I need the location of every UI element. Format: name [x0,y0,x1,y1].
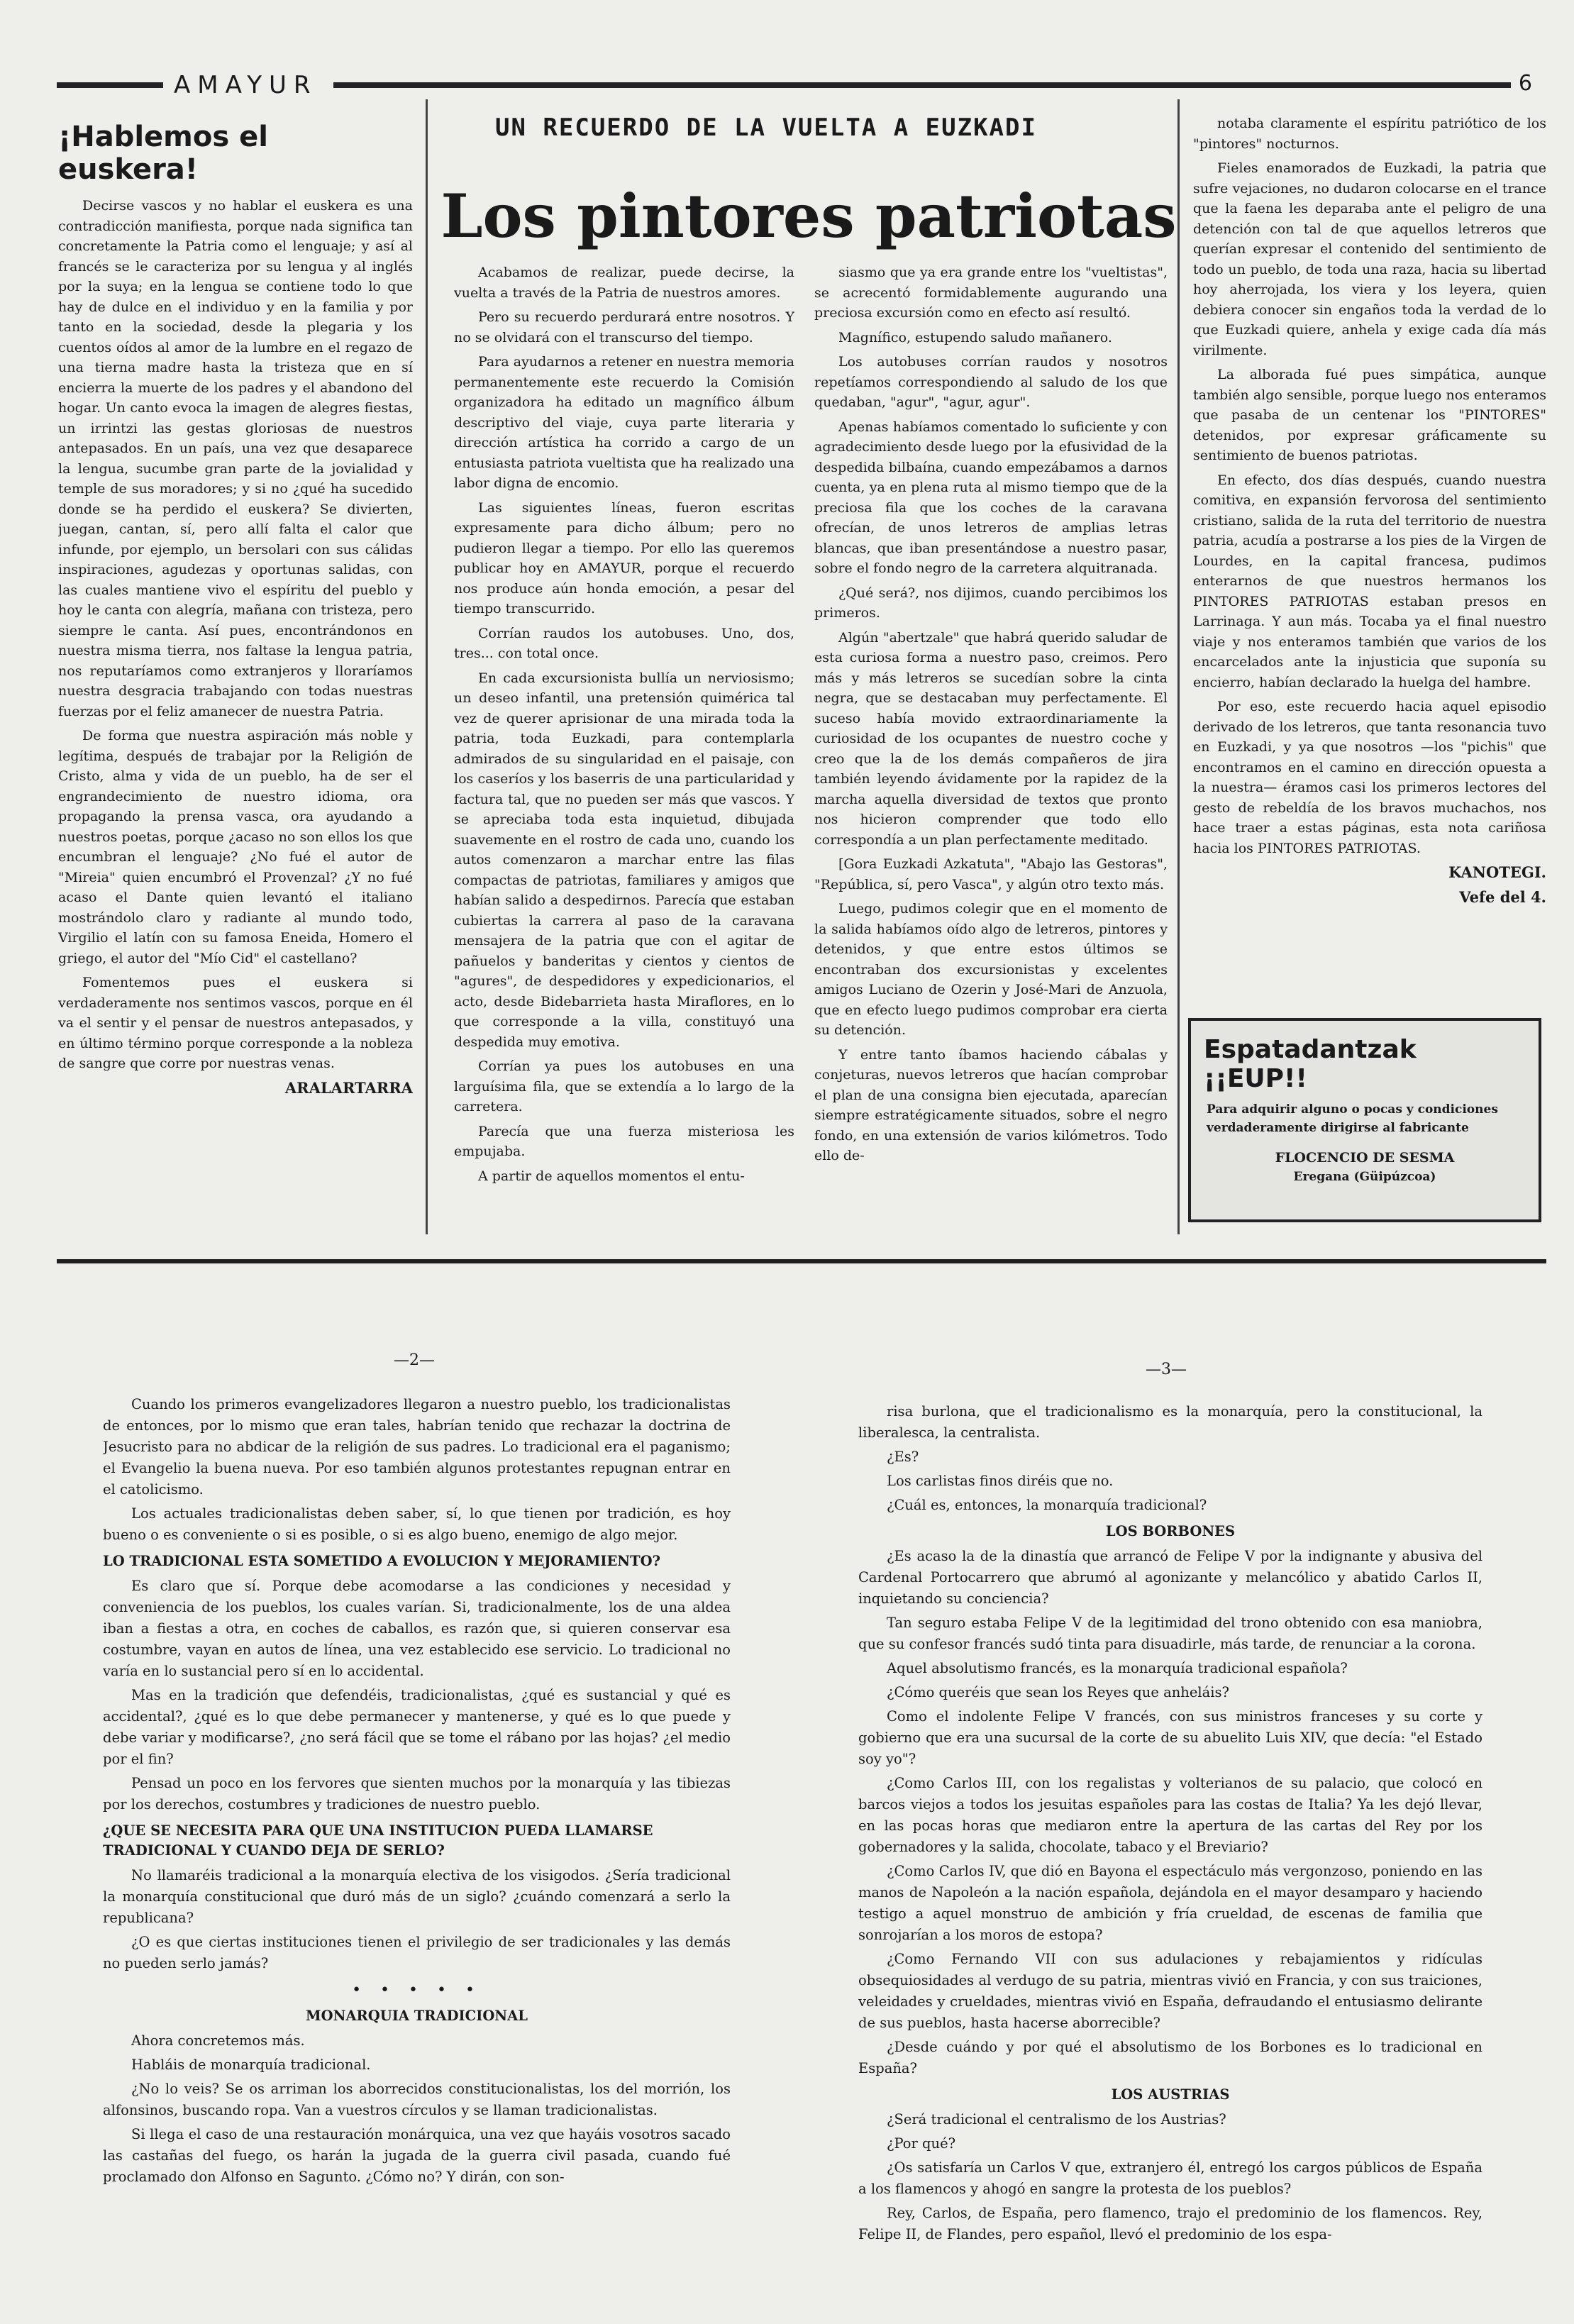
lower-right-column [858,1401,1482,2316]
masthead-page-number: 6 [1518,71,1532,96]
paragraph: No llamaréis tradicional a la monarquía electiva de los visigodos. ¿Sería tradicional la monarquía constitucional que duró más de un siglo? ¿cuándo comenzará a serlo la republicana? [103,1867,731,1926]
ad-manufacturer: FLOCENCIO DE SESMA [1275,1150,1455,1166]
paragraph: Los autobuses corrían raudos y nosotros repetíamos correspondiendo al saludo de los que quedaban, "agur", "agur, agur". [814,354,1168,410]
paragraph: ¿Cómo queréis que sean los Reyes que anheláis? [887,1684,1229,1700]
paragraph: Para ayudarnos a retener en nuestra memoria permanentemente este recuerdo la Comisión organizadora ha editado un magnífico álbum descriptivo del viaje, cuya parte literaria y dirección artística ha corrido a cargo de un entusiasta patriota vueltista que ha realizado una labor digna de encomio. [454,354,794,491]
paragraph: ¿Como Carlos III, con los regalistas y volterianos de su palacio, que colocó en barcos viejos a todos los jesuitas españoles para las costas de Italia? Ya les dejó llevar, en las pocas horas que mediaron entre la apertura de las cartas del Rey por los gobernadores y la salida, chocolate, tabaco y el Breviario? [858,1775,1482,1855]
paragraph: ¿O es que ciertas instituciones tienen el privilegio de ser tradicionales y las demás no pueden serlo jamás? [103,1934,731,1971]
paragraph: Luego, pudimos colegir que en el momento de la salida habíamos oído algo de letreros, pintores y detenidos, y que entre estos últimos se encontraban dos excursionistas y excelentes amigos Luciano de Ozerin y José-Mari de Anzuola, que en efecto luego pudimos comprobar era cierta su detención. [814,901,1168,1038]
ad-text: Para adquirir alguno o pocas y condiciones verdaderamente dirigirse al fabricante [1207,1102,1498,1135]
paragraph: Corrían raudos los autobuses. Uno, dos, tres... con total once. [454,625,794,661]
paragraph: risa burlona, que el tradicionalismo es la monarquía, pero la constitucional, la liberalesca, la centralista. [858,1403,1482,1441]
section-divider [57,1259,1546,1263]
masthead [57,71,1553,99]
paragraph: ¿Desde cuándo y por qué el absolutismo de los Borbones es lo tradicional en España? [858,2039,1482,2076]
paragraph: Fomentemos pues el euskera si verdaderamente nos sentimos vascos, porque en él va el sentir y el pensar de nuestros antepasados, y en último término porque corresponde a la nobleza de sangre que corre por nuestras venas. [58,975,413,1071]
section-heading: LOS AUSTRIAS [1111,2086,1230,2103]
paragraph: Aquel absolutismo francés, es la monarquía tradicional española? [887,1660,1348,1676]
paragraph: [Gora Euzkadi Azkatuta", "Abajo las Gestoras", "República, sí, pero Vasca", y algún otro texto más. [814,856,1168,892]
paragraph: Es claro que sí. Porque debe acomodarse a las condiciones y necesidad y conveniencia de los pueblos, los cuales varían. Si, tradicionalmente, los de una aldea iban a fiestas a otra, en coches de caballos, es razón que, si quieren conservar esa costumbre, vayan en autos de línea, una vez establecido ese servicio. Lo tradicional no varía en lo sustancial pero sí en lo accidental. [103,1578,731,1679]
lower-left-column [103,1394,731,2316]
section-heading: LOS BORBONES [1105,1523,1236,1539]
paragraph: siasmo que ya era grande entre los "vueltistas", se acrecentó formidablemente augurando una preciosa excursión como en efecto así resultó. [814,265,1168,321]
paragraph: Corrían ya pues los autobuses en una larguísima fila, que se extendía a lo largo de la carretera. [454,1058,794,1114]
right-column-signature: KANOTEGI. [1448,863,1546,881]
paragraph: Magnífico, estupendo saludo mañanero. [838,329,1112,345]
article-kicker: UN RECUERDO DE LA VUELTA A EUZKADI [495,114,1037,142]
paragraph: Parecía que una fuerza misteriosa les empujaba. [454,1123,794,1159]
paragraph: Habláis de monarquía tradicional. [131,2057,371,2073]
paragraph: ¿Será tradicional el centralismo de los Austrias? [887,2111,1226,2127]
lower-right-page-number: —3— [1146,1361,1187,1378]
column-divider [1177,99,1180,1234]
paragraph: Fieles enamorados de Euzkadi, la patria que sufre vejaciones, no dudaron colocarse en el trance que la faena les deparaba ante el peligro de una detención con tal de que aquellos letreros que querían expresar el contenido del sentimiento de todo un pueblo, de toda una raza, hacia su libertad hoy aherrojada, los viera y los leyera, quien debiera conocer sin engaños toda la verdad de lo que Euzkadi quiere, anhela y exige cada día más virilmente. [1193,160,1546,358]
paragraph: ¿Qué será?, nos dijimos, cuando percibimos los primeros. [814,585,1168,621]
paragraph: Los carlistas finos diréis que no. [887,1473,1114,1489]
paragraph: Cuando los primeros evangelizadores llegaron a nuestro pueblo, los tradicionalistas de entonces, por lo mismo que eran tales, habrían tenido que rechazar la doctrina de Jesucristo para no abdicar de la religión de sus padres. Lo tradicional era el paganismo; el Evangelio la buena nueva. Por eso también algunos protestantes repugnan entrar en el catolicismo. [103,1396,731,1498]
paragraph: Rey, Carlos, de España, pero flamenco, trajo el predominio de los flamencos. Rey, Felipe II, de Flandes, pero español, llevó el predominio de los espa- [858,2205,1482,2242]
masthead-title: AMAYUR [174,71,318,99]
right-column [1193,114,1546,1007]
paragraph: ¿Por qué? [887,2135,956,2152]
paragraph: notaba claramente el espíritu patriótico de los "pintores" nocturnos. [1193,116,1546,152]
paragraph: ¿Es? [887,1449,919,1465]
section-separator: • • • • • [352,1981,482,1999]
paragraph: Mas en la tradición que defendéis, tradicionalistas, ¿qué es sustancial y qué es accidental?, ¿qué es lo que debe permanecer y mantenerse, y qué es lo que puede y debe variar y modificarse?, ¿no será fácil que se tome el rábano por las hojas? ¿el medio por el fin? [103,1687,731,1767]
paragraph: Por eso, este recuerdo hacia aquel episodio derivado de los letreros, que tanta resonancia tuvo en Euzkadi, y ya que nosotros —los "pichis" que encontramos en el camino en dirección opuesta a la nuestra— éramos casi los primeros lectores del gesto de rebeldía de los bravos muchachos, nos hace traer a estas páginas, esta nota cariñosa hacia los PINTORES PATRIOTAS. [1193,699,1546,856]
paragraph: Si llega el caso de una restauración monárquica, una vez que hayáis vosotros sacado las castañas del fuego, os harán la jugada de la guerra civil pasada, cuando fué proclamado don Alfonso en Sagunto. ¿Cómo no? Y dirán, con son- [103,2126,731,2185]
paragraph: ¿Os satisfaría un Carlos V que, extranjero él, entregó los cargos públicos de España a los flamencos y ahogó en sangre la protesta de los pueblos? [858,2159,1482,2197]
paragraph: ¿No lo veis? Se os arriman los aborrecidos constitucionalistas, los del morrión, los alfonsinos, buscando ropa. Van a vuestros círculos y se llaman tradicionalistas. [103,2081,731,2118]
paragraph: ¿Como Fernando VII con sus adulaciones y rebajamientos y ridículas obsequiosidades al verdugo de su patria, mientras vivió en Francia, y con sus traiciones, veleidades y crueldades, mientras vivió en España, defraudando el entusiasmo delirante de sus pueblos, hasta hacerse aborrecible? [858,1951,1482,2031]
lower-left-page-number: —2— [394,1351,435,1369]
paragraph: A partir de aquellos momentos el entu- [478,1168,745,1184]
paragraph: ¿Es acaso la de la dinastía que arrancó de Felipe V por la indignante y abusiva del Cardenal Portocarrero que abrumó al agonizante y melancólico y abatido Carlos II, inquietando su conciencia? [858,1548,1482,1607]
article-column-2 [814,262,1168,1234]
paragraph: ¿Como Carlos IV, que dió en Bayona el espectáculo más vergonzoso, poniendo en las manos de Napoleón a la nación española, dejándola en el mayor desamparo y haciendo testigo a aquel monstruo de ambición y fría crueldad, de escenas de familia que sonrojarían a los moros de estopa? [858,1863,1482,1943]
paragraph: Apenas habíamos comentado lo suficiente y con agradecimiento desde luego por la efusividad de la despedida bilbaína, cuando empezábamos a darnos cuenta, ya en plena ruta al mismo tiempo que de la preciosa fila que los coches de la caravana ofrecían, de unos letreros de amplias letras blancas, que iban presentándose a nuestro pasar, sobre el fondo negro de la carretera alquitranada. [814,419,1168,576]
paragraph: Tan seguro estaba Felipe V de la legitimidad del trono obtenido con esa maniobra, que su confesor francés sudó tinta para disuadirle, más tarde, de renunciar a la corona. [858,1615,1482,1652]
article-column-1 [454,262,794,1234]
right-column-note: Vefe del 4. [1459,887,1546,906]
advertisement-box [1188,1018,1541,1222]
masthead-rule-left [57,82,163,88]
column-divider [426,99,428,1234]
paragraph: Acabamos de realizar, puede decirse, la vuelta a través de la Patria de nuestros amores. [454,265,794,301]
paragraph: Ahora concretemos más. [131,2032,305,2049]
left-column-signature: ARALARTARRA [284,1078,413,1097]
paragraph: Las siguientes líneas, fueron escritas expresamente para dicho álbum; pero no pudieron llegar a tiempo. Por ello las queremos publicar hoy en AMAYUR, porque el recuerdo nos produce aún honda emoción, a pesar del tiempo transcurrido. [454,499,794,616]
ad-place: Eregana (Güipúzcoa) [1293,1170,1436,1184]
paragraph: De forma que nuestra aspiración más noble y legítima, después de trabajar por la Religión de Cristo, alma y vida de un pueblo, ha de ser el engrandecimiento de nuestro idioma, ora propagando la prensa vasca, ora ayudando a nuestros poetas, porque ¿acaso no son ellos los que encumbran el lenguaje? ¿No fué el autor de "Mireia" quien encumbró el Provenzal? ¿Y no fué acaso el Dante quien levantó el italiano mostrándolo claro y radiante al mundo todo, Virgilio el latín con su famosa Eneida, Homero el griego, el autor del "Mío Cid" el castellano? [58,728,413,966]
section-heading: ¿QUE SE NECESITA PARA QUE UNA INSTITUCION PUEDA LLAMARSE TRADICIONAL Y CUANDO DEJA DE SERLO? [103,1822,653,1859]
ad-title: Espatadantzak ¡¡EUP!! [1204,1035,1417,1093]
paragraph: Pensad un poco en los fervores que sienten muchos por la monarquía y las tibiezas por los derechos, costumbres y tradiciones de nuestro pueblo. [103,1775,731,1813]
paragraph: Como el indolente Felipe V francés, con sus ministros franceses y su corte y gobierno que era una sucursal de la corte de su abuelito Luis XIV, que decía: "el Estado soy yo"? [858,1708,1482,1767]
paragraph: Decirse vascos y no hablar el euskera es una contradicción manifiesta, porque nada significa tan concretamente la Patria como el lenguaje; y así al francés se le caracteriza por su lengua y al inglés por la suya; en la lengua se contiene todo lo que hay de dulce en el individuo y en la familia y por tanto en la sociedad, desde la plegaria y los cuentos oídos al amor de la lumbre en el regazo de una tierna madre hasta la tristeza que en sí encierra la muerte de los padres y el abandono del hogar. Un canto evoca la imagen de alegres fiestas, un irrintzi las gestas gloriosas de nuestros antepasados. En un país, una vez que desaparece la lengua, sucumbe gran parte de la jovialidad y temple de sus moradores; y si no ¿qué ha sucedido donde se ha perdido el euskera? Se divierten, juegan, cantan, sí, pero allí falta el calor que infunde, por ejemplo, un bersolari con sus cálidas inspiraciones, agudezas y oportunas salidas, con las cuales mantiene vivo el espíritu del pueblo y hoy le canta con alegría, mañana con tristeza, pero siempre le canta. Así pues, encontrándonos en nuestra misma tierra, nos faltase la lengua patria, nos reputaríamos como extranjeros y lloraríamos nuestra desgracia trabajando con todas nuestras fuerzas por el feliz amanecer de nuestra Patria. [58,198,413,719]
paragraph: Pero su recuerdo perdurará entre nosotros. Y no se olvidará con el transcurso del tiempo. [454,309,794,345]
paragraph: Algún "abertzale" que habrá querido saludar de esta curiosa forma a nuestro paso, creimos. Pero más y más letreros se sucedían sobre la cinta negra, que se destacaban muy perfectamente. El suceso había movido extraordinariamente la curiosidad de los ocupantes de nuestro coche y creo que la de los demás compañeros de jira también leyendo ávidamente por la rapidez de la marcha aquella diversidad de textos que pronto nos hicieron comprender que todo ello correspondía a un plan perfectamente meditado. [814,629,1168,848]
section-heading: MONARQUIA TRADICIONAL [306,2008,528,2024]
paragraph: La alborada fué pues simpática, aunque también algo sensible, porque luego nos enteramos que pasaba de un centenar los "PINTORES" detenidos, por expresar gráficamente su sentimiento de buenos patriotas. [1193,367,1546,463]
section-heading: LO TRADICIONAL ESTA SOMETIDO A EVOLUCION Y MEJORAMIENTO? [103,1553,661,1569]
article-headline: Los pintores patriotas [440,181,1177,251]
paragraph: En efecto, dos días después, cuando nuestra comitiva, en expansión fervorosa del sentimiento cristiano, salida de la ruta del territorio de nuestra patria, acudía a postrarse a los pies de la Virgen de Lourdes, en la capital francesa, pudimos enterarnos de que nuestros hermanos los PINTORES PATRIOTAS estaban presos en Larrinaga. Y aun más. Tocaba ya el final nuestro viaje y nos enteramos también que varios de los encarcelados ante la injusticia que suponía su encierro, habían declarado la huelga del hambre. [1193,472,1546,690]
paragraph: Y entre tanto íbamos haciendo cábalas y conjeturas, nuevos letreros que hacían comprobar el plan de una consigna bien ejecutada, aparecían siempre estratégicamente situados, sobre el negro fondo, en una extensión de varios kilómetros. Todo ello de- [814,1046,1168,1163]
paragraph: Los actuales tradicionalistas deben saber, sí, lo que tienen por tradición, es hoy bueno o es conveniente o si es posible, o si es algo bueno, enemigo de algo mejor. [103,1505,731,1543]
masthead-rule-right [333,82,1511,88]
paragraph: En cada excursionista bullía un nerviosismo; un deseo infantil, una pretensión quimérica tal vez de querer aprisionar de una mirada toda la patria, toda Euzkadi, para contemplarla admirados de su singularidad en el paisaje, con los caseríos y los baserris de una particularidad y factura tal, que no pueden ser más que vascos. Y se apreciaba toda esta inquietud, dibujada suavemente en el rostro de cada uno, cuando los autos comenzaron a marchar entre las filas compactas de patriotas, familiares y amigos que habían salido a despedirnos. Parecía que estaban cubiertas la carrera al paso de la caravana mensajera de la patria que con el agitar de pañuelos y banderitas y cientos y cientos de "agures", de despedidores y expedicionarios, el acto, desde Bidebarrieta hasta Miraflores, en lo que corresponde a la villa, constituyó una despedida muy emotiva. [454,670,794,1050]
left-column-heading: ¡Hablemos el euskera! [58,121,268,186]
paragraph: ¿Cuál es, entonces, la monarquía tradicional? [887,1497,1207,1513]
left-column [58,121,413,1234]
